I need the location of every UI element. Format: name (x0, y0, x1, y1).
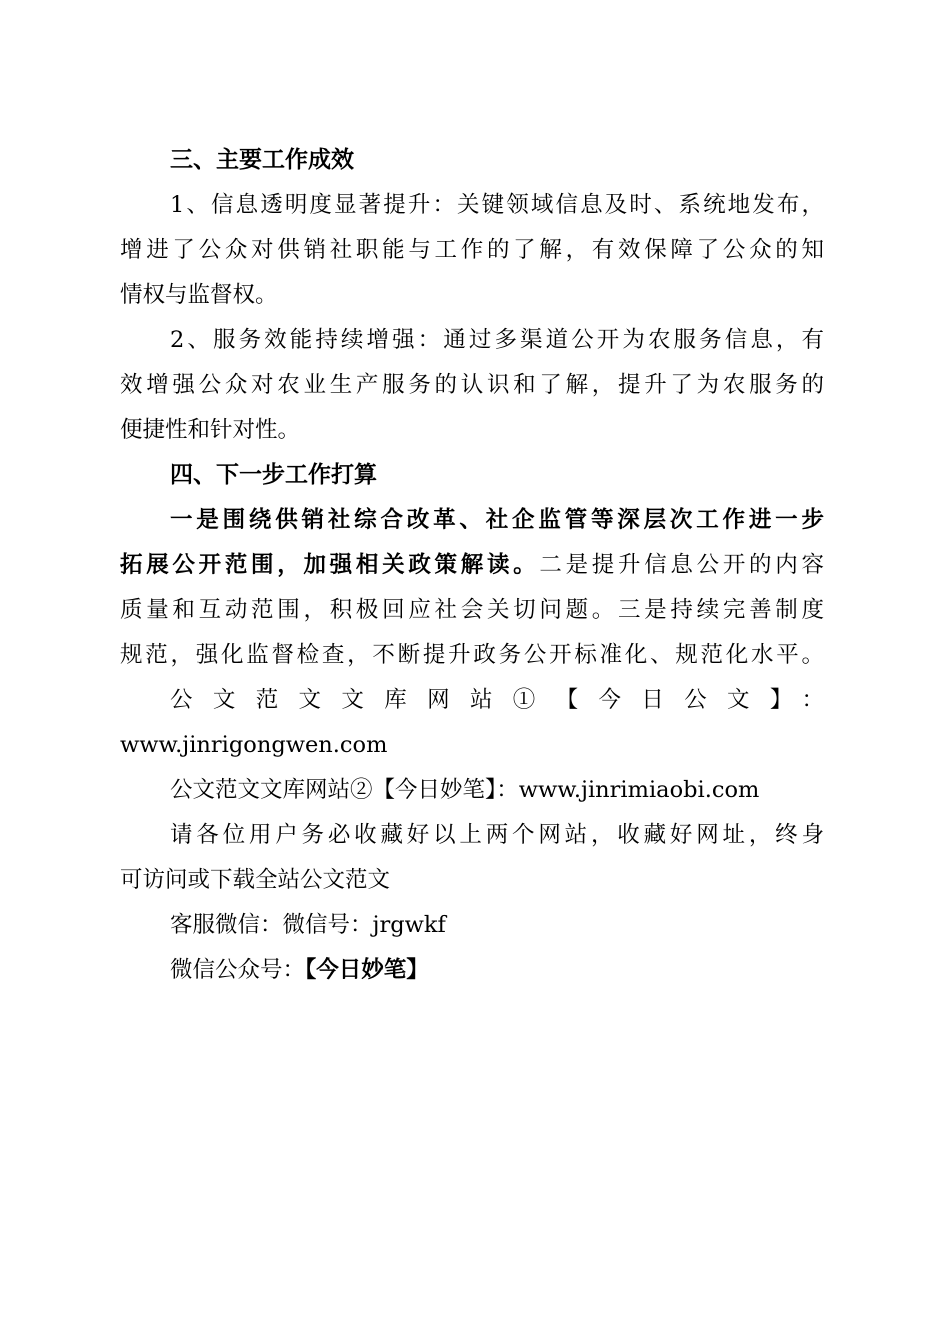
wechat-public-label: 微信公众号： (170, 957, 306, 983)
site2-line: 公文范文文库网站②【今日妙笔】：www.jinrimiaobi.com (170, 777, 760, 803)
wechat-public-name: 【今日妙笔】 (305, 957, 429, 983)
wechat-service: 客服微信：微信号：jrgwkf (170, 912, 446, 938)
paragraph-line: 便捷性和针对性。 (120, 417, 301, 443)
site1-url: www.jinrigongwen.com (120, 732, 388, 758)
site1-title: 公文范文文库网站①【今日公文】： (170, 687, 824, 713)
paragraph-line: 2、服务效能持续增强：通过多渠道公开为农服务信息，有 (170, 327, 824, 353)
notice-line: 请各位用户务必收藏好以上两个网站，收藏好网址，终身 (170, 822, 824, 848)
paragraph-line: 1、信息透明度显著提升：关键领域信息及时、系统地发布， (170, 192, 824, 218)
paragraph-line (120, 543, 824, 588)
paragraph-line: 质量和互动范围，积极回应社会关切问题。三是持续完善制度 (120, 597, 824, 623)
section-heading-next-steps: 四、下一步工作打算 (170, 462, 377, 488)
wechat-public-account (120, 948, 824, 993)
paragraph-line: 规范，强化监督检查，不断提升政务公开标准化、规范化水平。 (120, 642, 824, 668)
document-body (120, 138, 824, 993)
paragraph-line: 一是围绕供销社综合改革、社企监管等深层次工作进一步 (170, 507, 824, 533)
paragraph-line: 情权与监督权。 (120, 282, 278, 308)
plain-text: 二是提升信息公开的内容 (539, 552, 824, 578)
notice-line: 可访问或下载全站公文范文 (120, 867, 391, 893)
section-heading-main-results: 三、主要工作成效 (170, 147, 354, 173)
bold-text: 拓展公开范围，加强相关政策解读。 (120, 552, 540, 578)
paragraph-line: 效增强公众对农业生产服务的认识和了解，提升了为农服务的 (120, 372, 824, 398)
paragraph-line: 增进了公众对供销社职能与工作的了解，有效保障了公众的知 (120, 237, 824, 263)
